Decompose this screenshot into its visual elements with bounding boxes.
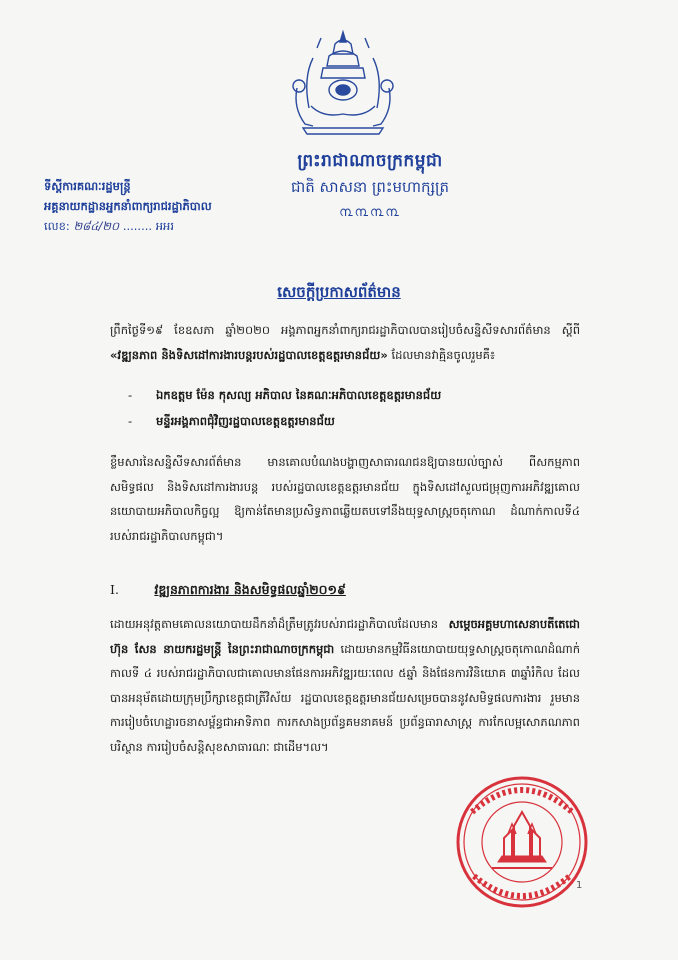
kingdom-title: ព្រះរាជាណាចក្រកម្ពុជា — [297, 151, 443, 171]
intro-text-before: ព្រឹកថ្ងៃទី១៩ ខែឧសភា ឆ្នាំ២០២០ អង្គភាពអ្នកនាំពាក្យរាជរដ្ឋាភិបាលបានរៀបចំសន្និសីទសារព័ត៌មាន ស្ដីពី — [110, 323, 580, 337]
section-1-heading — [110, 582, 346, 601]
section-1-number: I. — [110, 582, 119, 597]
reference-number-suffix: អអរ — [155, 219, 174, 233]
reference-number-value: ២៨៤/២០ — [73, 219, 120, 233]
document-title: សេចក្តីប្រកាសព័ត៌មាន — [277, 283, 401, 301]
purpose-paragraph: ខ្លឹមសារនៃសន្និសីទសារព័ត៌មាន មានគោលបំណងបង្ហាញសាធារណជនឱ្យបានយល់ច្បាស់ ពីសកម្មភាព សមិទ្ធផល និងទិសដៅការងារបន្ត របស់រដ្ឋបាលខេត្តឧត្តរមានជ័យ ក្នុងទិសដៅសួលជម្រុញការអភិវឌ្ឍគោលនយោបាយអភិបាលកិច្ចល្អ ឱ្យកាន់តែមានប្រសិទ្ធភាពឆ្លើយតបទៅនឹងយុទ្ធសាស្ត្រចតុកោណ ដំណាក់កាលទី៤ របស់រាជរដ្ឋាភិបាលកម្ពុជា។ — [110, 455, 580, 543]
issuing-office — [44, 176, 274, 236]
section-1-paragraph — [110, 612, 580, 759]
list-item: - មន្ទីរអង្គភាពជុំវិញរដ្ឋបាលខេត្តឧត្តរមានជ័យ — [128, 414, 335, 428]
speaker-1: ឯកឧត្តម ម៉ែន កុសល្យ អភិបាល នៃគណៈអភិបាលខេត្តឧត្តរមានជ័យ — [156, 388, 442, 402]
speaker-2: មន្ទីរអង្គភាពជុំវិញរដ្ឋបាលខេត្តឧត្តរមានជ័យ — [156, 414, 335, 428]
list-item: - ឯកឧត្តម ម៉ែន កុសល្យ អភិបាល នៃគណៈអភិបាលខេត្តឧត្តរមានជ័យ — [128, 388, 442, 402]
section-1-leader: សម្ដេចអគ្គមហាសេនាបតីតេជោ ហ៊ុន សែន នាយករដ្ឋមន្ត្រី នៃព្រះរាជាណាចក្រកម្ពុជា — [110, 617, 580, 656]
office-line-2: អគ្គនាយកដ្ឋានអ្នកនាំពាក្យរាជរដ្ឋាភិបាល — [44, 199, 212, 213]
official-seal — [452, 772, 592, 912]
page-number: 1 — [576, 880, 583, 891]
intro-text-after: ដែលមានវាគ្មិនចូលរួមគឺ៖ — [391, 347, 496, 362]
royal-emblem — [283, 28, 403, 140]
speaker-list — [128, 382, 568, 434]
section-1-title: វឌ្ឍនភាពការងារ និងសមិទ្ធផលឆ្នាំ២០១៩ — [154, 582, 346, 597]
section-1-text-before: ដោយអនុវត្តតាមគោលនយោបាយដឹកនាំដ៏ត្រឹមត្រូវរបស់រាជរដ្ឋាភិបាលដែលមាន — [110, 617, 439, 631]
office-line-1: ទីស្ដីការគណៈរដ្ឋមន្ត្រី — [44, 179, 131, 193]
reference-number: លេខ: ២៨៤/២០ ........ អអរ — [44, 219, 174, 233]
reference-number-label: លេខ: — [44, 219, 70, 233]
header-ornament: ൩൩൩൩ — [339, 205, 401, 220]
section-1-text-after: ដោយមានកម្មវិធីនយោបាយយុទ្ធសាស្ត្រចតុកោណដំណាក់កាលទី ៤ របស់រាជរដ្ឋាភិបាលជាគោលមានផែនការអភិវឌ្ឍរយៈពេល ៥ឆ្នាំ និងផែនការវិនិយោគ ៣ឆ្នាំរំកិល ដែលបានអនុម័តដោយក្រុមប្រឹក្សាខេត្តជាត្រីវិស័យ រដ្ឋបាលខេត្តឧត្តរមានជ័យសម្រេចបាននូវសមិទ្ធផលការងារ រួមមាន ការរៀបចំហេដ្ឋារចនាសម្ព័ន្ធជាអាទិភាព ការកសាងប្រព័ន្ធគមនាគមន៍ ប្រព័ន្ធធារាសាស្ត្រ ការកែលម្អសោភណភាព បរិស្ថាន ការរៀបចំសន្តិសុខសាធារណៈ ជាដើម។ល។ — [110, 641, 581, 754]
intro-topic: «វឌ្ឍនភាព និងទិសដៅការងារបន្ដរបស់រដ្ឋបាលខេត្តឧត្តរមានជ័យ» — [110, 347, 388, 362]
intro-paragraph — [110, 318, 580, 367]
national-motto: ជាតិ សាសនា ព្រះមហាក្សត្រ — [290, 178, 450, 196]
